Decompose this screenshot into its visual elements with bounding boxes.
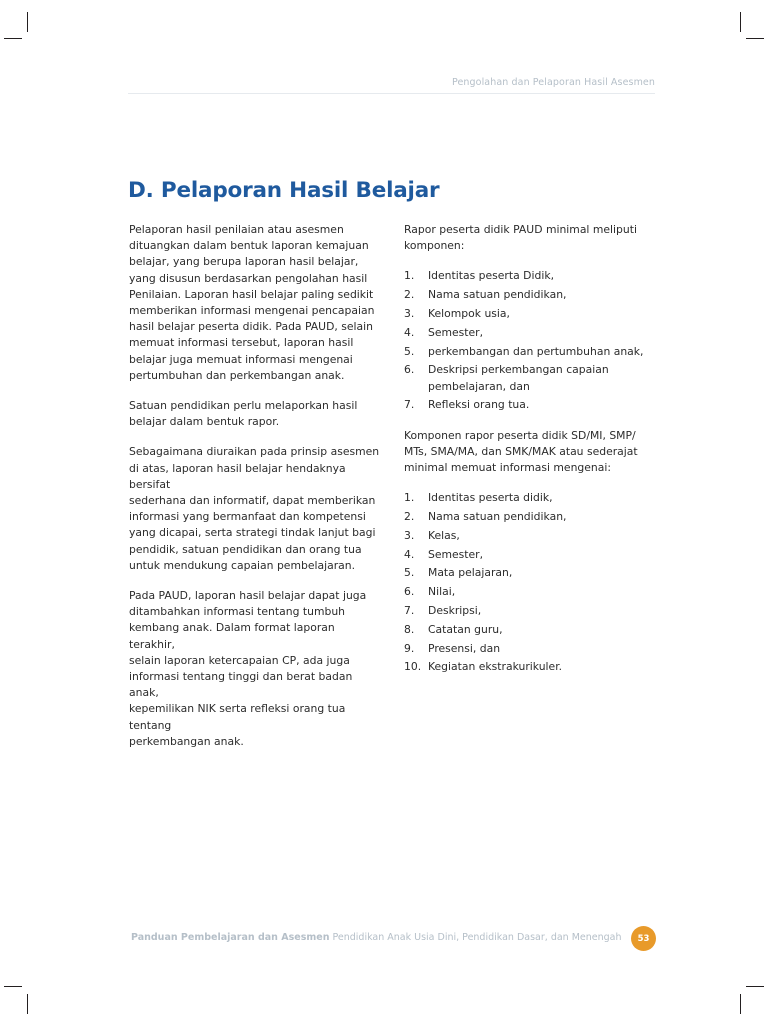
list-text: Mata pelajaran, <box>428 566 513 580</box>
list-item <box>404 659 664 675</box>
list-number: 8. <box>404 622 415 636</box>
list-text: perkembangan dan pertumbuhan anak, <box>428 344 644 358</box>
list-text: Deskripsi, <box>428 603 482 617</box>
crop-mark-bottom-right-h <box>746 986 764 987</box>
list-text: Presensi, dan <box>428 641 501 655</box>
crop-mark-top-right-h <box>746 38 764 39</box>
paragraph: Sebagaimana diuraikan pada prinsip asesmen di atas, laporan hasil belajar hendaknya bersifat sederhana dan informatif, dapat memberikan informasi yang bermanfaat dan kompetensi yang dicapai, serta strategi tindak lanjut bagi pendidik, satuan pendidikan dan orang tua untuk mendukung capaian pembelajaran. <box>129 445 380 572</box>
list-item <box>404 622 664 638</box>
list-text: Nama satuan pendidikan, <box>428 288 567 302</box>
list-number: 4. <box>404 325 415 339</box>
crop-mark-bottom-left-h <box>4 986 22 987</box>
crop-mark-bottom-right-v <box>740 994 741 1014</box>
paud-component-list <box>404 268 664 413</box>
left-column <box>129 222 381 764</box>
list-text: Catatan guru, <box>428 622 503 636</box>
list-number: 10. <box>404 660 422 674</box>
list-number: 9. <box>404 641 415 655</box>
list-item <box>404 565 664 581</box>
list-text: Kegiatan ekstrakurikuler. <box>428 660 563 674</box>
crop-mark-bottom-left-v <box>27 994 28 1014</box>
list-text: Refleksi orang tua. <box>428 398 530 412</box>
list-item <box>404 306 664 322</box>
list-text: Nama satuan pendidikan, <box>428 510 567 523</box>
list-item <box>404 268 664 284</box>
list-item <box>404 362 664 394</box>
paragraph: Pada PAUD, laporan hasil belajar dapat juga ditambahkan informasi tentang tumbuh kembang anak. Dalam format laporan terakhir, selain laporan ketercapaian CP, ada juga informasi tentang tinggi dan berat badan anak, kepemilikan NIK serta refleksi orang tua tentang perkembangan anak. <box>129 589 367 748</box>
footer-book-subtitle: Pendidikan Anak Usia Dini, Pendidikan Dasar, dan Menengah <box>329 932 622 943</box>
header-divider <box>128 93 655 94</box>
list-text: Kelas, <box>428 528 460 542</box>
list-text: Nilai, <box>428 585 456 599</box>
list-text: Identitas peserta didik, <box>428 491 553 505</box>
list-item <box>404 584 664 600</box>
list-item <box>404 509 664 525</box>
list-number: 5. <box>404 566 415 580</box>
list-number: 6. <box>404 585 415 599</box>
paragraph: Satuan pendidikan perlu melaporkan hasil belajar dalam bentuk rapor. <box>129 399 358 429</box>
list-item <box>404 528 664 544</box>
list-item <box>404 490 664 506</box>
list-text: Deskripsi perkembangan capaian pembelajaran, dan <box>428 363 609 393</box>
list-number: 3. <box>404 528 415 542</box>
page-number-badge: 53 <box>631 926 656 951</box>
list-number: 4. <box>404 547 415 561</box>
list-item <box>404 641 664 657</box>
list-number: 2. <box>404 510 415 523</box>
list-item <box>404 547 664 563</box>
list-number: 5. <box>404 344 415 358</box>
list-item <box>404 397 664 413</box>
crop-mark-top-left-v <box>27 12 28 32</box>
paragraph: Pelaporan hasil penilaian atau asesmen dituangkan dalam bentuk laporan kemajuan belajar, yang berupa laporan hasil belajar, yang disusun berdasarkan pengolahan hasil Penilaian. Laporan hasil belajar paling sedikit memberikan informasi mengenai pencapaian hasil belajar peserta didik. Pada PAUD, selain memuat informasi tersebut, laporan hasil belajar juga memuat informasi mengenai pertumbuhan dan perkembangan anak. <box>129 223 375 382</box>
footer-book-title: Panduan Pembelajaran dan Asesmen <box>131 932 330 943</box>
right-column <box>404 222 664 690</box>
sd-component-list <box>404 490 664 675</box>
crop-mark-top-left-h <box>4 38 22 39</box>
paud-intro: Rapor peserta didik PAUD minimal meliputi komponen: <box>404 223 637 253</box>
list-text: Kelompok usia, <box>428 307 510 320</box>
list-number: 1. <box>404 269 415 283</box>
list-number: 7. <box>404 603 415 617</box>
list-number: 2. <box>404 288 415 302</box>
list-item <box>404 287 664 303</box>
crop-mark-top-right-v <box>740 12 741 32</box>
sd-intro: Komponen rapor peserta didik SD/MI, SMP/ MTs, SMA/MA, dan SMK/MAK atau sederajat minimal memuat informasi mengenai: <box>404 428 638 474</box>
list-number: 3. <box>404 307 415 320</box>
list-item <box>404 325 664 341</box>
list-text: Semester, <box>428 325 484 339</box>
list-text: Identitas peserta Didik, <box>428 269 554 283</box>
list-number: 6. <box>404 363 415 377</box>
list-number: 1. <box>404 491 415 505</box>
list-item <box>404 344 664 360</box>
list-number: 7. <box>404 398 415 412</box>
page-footer <box>131 932 622 943</box>
list-text: Semester, <box>428 547 484 561</box>
running-header: Pengolahan dan Pelaporan Hasil Asesmen <box>451 77 655 88</box>
section-title: D. Pelaporan Hasil Belajar <box>128 178 440 203</box>
list-item <box>404 603 664 619</box>
